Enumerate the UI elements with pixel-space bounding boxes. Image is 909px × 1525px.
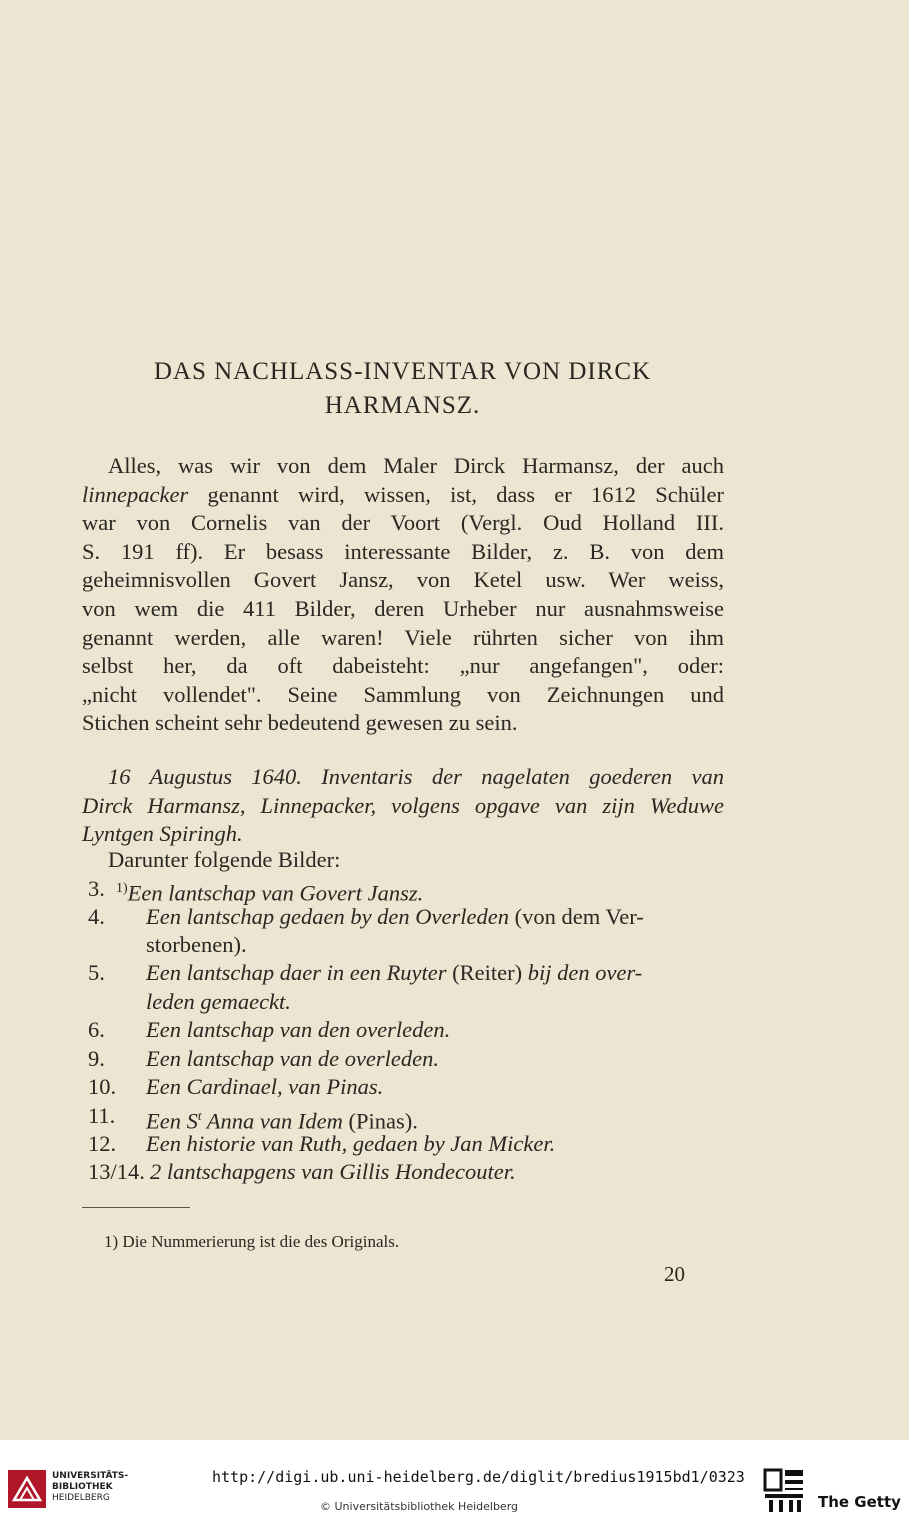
- item-text: $^{1)}$Een lantschap van Govert Jansz.: [116, 880, 424, 906]
- text-line: geheimnisvollen Govert Jansz, von Ketel usw. Wer weiss,: [82, 567, 724, 593]
- text-line: Dirck Harmansz, Linnepacker, volgens opgave van zijn Weduwe: [82, 792, 724, 818]
- page-number: 20: [664, 1262, 685, 1286]
- item-text: 2 lantschapgens van Gillis Hondecouter.: [150, 1159, 516, 1184]
- item-text: Een historie van Ruth, gedaen by Jan Micker.: [146, 1131, 556, 1156]
- footnote-divider: [82, 1207, 190, 1208]
- item-number: 6.: [88, 1017, 105, 1042]
- viewer-footer: [0, 1440, 909, 1525]
- inventory-header-paragraph: [82, 763, 724, 849]
- text-line: war von Cornelis van der Voort (Vergl. Oud Holland III.: [82, 510, 724, 536]
- getty-name: The Getty: [818, 1493, 901, 1511]
- text-line: Lyntgen Spiringh.: [82, 821, 243, 847]
- getty-logo-icon: [763, 1468, 805, 1514]
- item-text: Een $S^t$ Anna van Idem (Pinas).: [146, 1108, 418, 1134]
- copyright-text: © Universitätsbibliothek Heidelberg: [320, 1500, 519, 1513]
- item-text: Een lantschap daer in een Ruyter (Reiter) bij den over-: [146, 960, 643, 985]
- item-text: Een lantschap van den overleden.: [146, 1017, 451, 1042]
- text-line: genannt werden, alle waren! Viele rührten sicher von ihm: [82, 624, 724, 650]
- permalink-url[interactable]: http://digi.ub.uni-heidelberg.de/diglit/bredius1915bd1/0323: [212, 1468, 745, 1486]
- text-line: selbst her, da oft dabeisteht: „nur angefangen", oder:: [82, 653, 724, 679]
- italic-word: linnepacker: [82, 481, 189, 507]
- text-line: S. 191 ff). Er besass interessante Bilder, z. B. von dem: [82, 538, 724, 564]
- university-library-logo-icon: [8, 1470, 46, 1508]
- item-number: 12.: [88, 1131, 117, 1156]
- item-number: 5.: [88, 960, 105, 985]
- text-line: Alles, was wir von dem Maler Dirck Harmansz, der auch: [108, 453, 724, 478]
- item-number: 11.: [88, 1103, 116, 1128]
- page-title-line2: HARMANSZ.: [324, 392, 481, 419]
- page-title-line1: DAS NACHLASS-INVENTAR VON DIRCK: [153, 358, 652, 385]
- item-number: 4.: [88, 904, 105, 929]
- text-line: Stichen scheint sehr bedeutend gewesen zu sein.: [82, 710, 518, 736]
- text-line: linnepacker genannt wird, wissen, ist, dass er 1612 Schüler: [82, 481, 724, 507]
- item-continuation: leden gemaeckt.: [146, 989, 291, 1014]
- item-number: 13/14.: [88, 1159, 145, 1184]
- text-line: 16 Augustus 1640. Inventaris der nagelaten goederen van: [108, 764, 724, 789]
- item-text: Een Cardinael, van Pinas.: [146, 1074, 384, 1099]
- darunter-line: Darunter folgende Bilder:: [108, 847, 341, 872]
- item-number: 3.: [88, 876, 105, 901]
- item-text: Een lantschap gedaen by den Overleden (von dem Ver-: [146, 904, 644, 929]
- text-line: „nicht vollendet". Seine Sammlung von Zeichnungen und: [82, 681, 724, 707]
- text-line: von wem die 411 Bilder, deren Urheber nur ausnahmsweise: [82, 595, 724, 621]
- footnote: 1) Die Nummerierung ist die des Originals.: [104, 1232, 400, 1251]
- item-text: Een lantschap van de overleden.: [146, 1046, 440, 1071]
- intro-paragraph: [82, 452, 724, 738]
- item-number: 10.: [88, 1074, 117, 1099]
- item-continuation: storbenen).: [146, 932, 247, 957]
- item-number: 9.: [88, 1046, 105, 1071]
- university-library-name: UNIVERSITÄTS- BIBLIOTHEK HEIDELBERG: [52, 1471, 129, 1503]
